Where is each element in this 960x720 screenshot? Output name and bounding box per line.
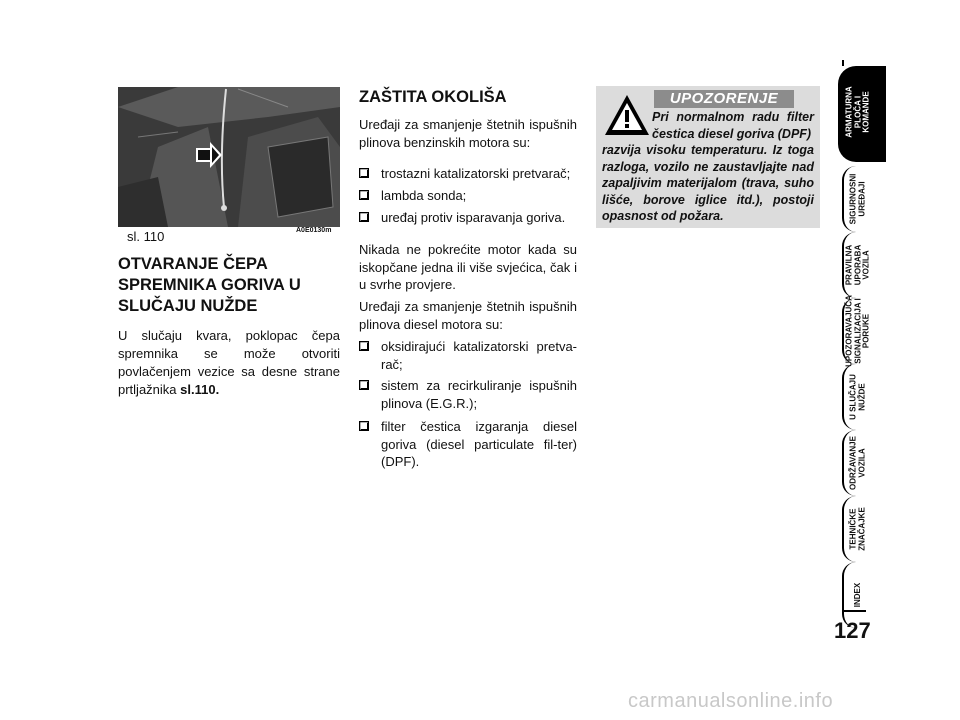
tab-technical-data[interactable]: [828, 496, 888, 562]
section-title-environment: ZAŠTITA OKOLIŠA: [359, 88, 507, 106]
list-item: oksidirajući katalizatorski pretva-rač;: [359, 338, 577, 373]
tab-correct-use[interactable]: [828, 232, 888, 298]
petrol-intro: Uređaji za smanjenje štetnih ispušnih plinova benzinskih motora su:: [359, 117, 577, 150]
trunk-figure: [118, 87, 340, 227]
warning-box: [596, 86, 820, 228]
figure-code: A0E0130m: [296, 227, 332, 234]
tab-maintenance[interactable]: [828, 430, 888, 496]
warning-title: UPOZORENJE: [654, 90, 794, 108]
list-item: sistem za recirkuliranje ispušnih plinova (E.G.R.);: [359, 377, 577, 412]
tab-label: U SLUČAJU NUŽDE: [848, 374, 866, 420]
checkbox-bullet-icon: [359, 341, 369, 351]
list-item: lambda sonda;: [359, 187, 577, 205]
list-item: uređaj protiv isparavanja goriva.: [359, 209, 577, 227]
tab-label: PRAVILNA UPORABA VOZILA: [844, 244, 871, 286]
checkbox-bullet-icon: [359, 421, 369, 431]
tab-label: UPOZORAVAJUĆA SIGNALIZACIJA I PORUKE: [844, 295, 871, 367]
fuel-cap-text: U slučaju kvara, poklopac čepa spremnika se može otvoriti povlačenjem vezice sa desne strane prtljažnika: [118, 328, 340, 397]
tab-dashboard[interactable]: [828, 66, 888, 138]
tab-label: ODRŽAVANJE VOZILA: [848, 436, 866, 490]
tab-warning-lights[interactable]: [828, 295, 888, 367]
tab-label: ARMATURNA PLOČA I KOMANDE: [844, 86, 871, 138]
warning-text: [602, 109, 814, 225]
warning-text-first: Pri normalnom radu filter čestica diesel goriva (DPF): [652, 110, 814, 141]
list-item: trostazni katalizatorski pretvarač;: [359, 165, 577, 183]
spark-plug-paragraph: Nikada ne pokrećite motor kada su iskopčane jedna ili više svjećica, čak i u svrhe provjere.: [359, 242, 577, 292]
section-title-fuel-cap: OTVARANJE ČEPA SPREMNIKA GORIVA U SLUČAJU NUŽDE: [118, 255, 301, 315]
checkbox-bullet-icon: [359, 212, 369, 222]
list-item: filter čestica izgaranja diesel goriva (diesel particulate fil-ter)(DPF).: [359, 418, 577, 471]
watermark: carmanualsonline.info: [628, 690, 834, 712]
checkbox-bullet-icon: [359, 190, 369, 200]
tab-emergency[interactable]: [828, 364, 888, 430]
checkbox-bullet-icon: [359, 168, 369, 178]
figure-caption: sl. 110: [127, 229, 165, 244]
figure-reference: sl.110.: [180, 382, 220, 397]
tab-label: INDEX: [852, 582, 862, 608]
page-number: 127: [834, 618, 871, 643]
tab-label: TEHNIČKE ZNAČAJKE: [848, 507, 866, 551]
chapter-tabs: [828, 60, 888, 620]
diesel-intro: Uređaji za smanjenje štetnih ispušnih plinova diesel motora su:: [359, 299, 577, 332]
checkbox-bullet-icon: [359, 380, 369, 390]
tab-label: SIGURNOSNI UREĐAJI: [848, 173, 866, 225]
warning-text-rest: razvija visoku temperaturu. Iz toga razloga, vozilo ne zaustavljajte nad zapaljivim materijalom (trava, suho lišće, borove iglice itd.), postoji opasnost od požara.: [602, 143, 814, 223]
fuel-cap-paragraph: [118, 327, 340, 399]
tab-safety-devices[interactable]: [828, 166, 888, 232]
